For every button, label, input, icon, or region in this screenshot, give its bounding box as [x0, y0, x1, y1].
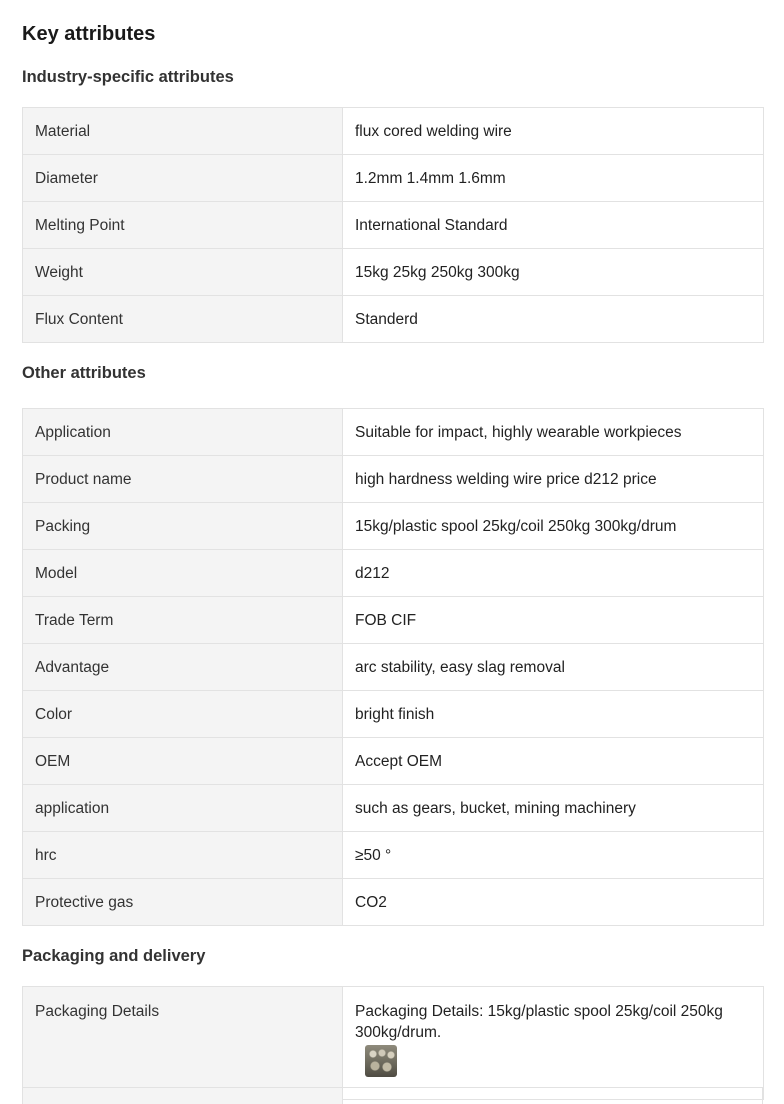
- industry-attributes-heading: Industry-specific attributes: [22, 68, 234, 86]
- industry-attributes-table: [22, 107, 764, 343]
- attribute-label-cell: [22, 1088, 342, 1104]
- attribute-value: Suitable for impact, highly wearable workpieces: [343, 409, 764, 456]
- attribute-value-cell: [342, 1088, 763, 1104]
- table-row: [23, 409, 764, 456]
- attribute-value: Packaging Details: 15kg/plastic spool 25kg/coil 250kg 300kg/drum.: [355, 1003, 723, 1041]
- attribute-label: Melting Point: [23, 202, 343, 249]
- other-attributes-table: [22, 408, 764, 926]
- attribute-value: 15kg 25kg 250kg 300kg: [343, 249, 764, 296]
- attribute-value: ≥50 °: [343, 832, 764, 879]
- attribute-label: Material: [23, 108, 343, 155]
- attribute-value: Standerd: [343, 296, 764, 343]
- attribute-value: FOB CIF: [343, 597, 764, 644]
- table-row: [23, 691, 764, 738]
- attribute-label: Color: [23, 691, 343, 738]
- table-row: [23, 738, 764, 785]
- packaging-delivery-heading: Packaging and delivery: [22, 947, 206, 965]
- table-row: [23, 503, 764, 550]
- attribute-label: Advantage: [23, 644, 343, 691]
- attribute-label: Flux Content: [23, 296, 343, 343]
- attribute-label: Packaging Details: [23, 987, 343, 1100]
- attribute-value: bright finish: [343, 691, 764, 738]
- attribute-label: Product name: [23, 456, 343, 503]
- attribute-value: 15kg/plastic spool 25kg/coil 250kg 300kg/drum: [343, 503, 764, 550]
- attribute-value: 1.2mm 1.4mm 1.6mm: [343, 155, 764, 202]
- attribute-label: Protective gas: [23, 879, 343, 926]
- table-row: [23, 296, 764, 343]
- attribute-value: Accept OEM: [343, 738, 764, 785]
- table-row: [23, 832, 764, 879]
- attribute-value: arc stability, easy slag removal: [343, 644, 764, 691]
- table-row: [23, 785, 764, 832]
- table-row: [23, 456, 764, 503]
- next-table-row-partial: [22, 1087, 763, 1104]
- attribute-label: Model: [23, 550, 343, 597]
- attribute-value: International Standard: [343, 202, 764, 249]
- other-attributes-heading: Other attributes: [22, 364, 146, 382]
- attribute-label: application: [23, 785, 343, 832]
- packaging-photo-thumbnail-icon[interactable]: [365, 1045, 397, 1077]
- table-row: [23, 879, 764, 926]
- table-row: [23, 108, 764, 155]
- attribute-value: flux cored welding wire: [343, 108, 764, 155]
- table-row: [23, 987, 764, 1100]
- attribute-label: Trade Term: [23, 597, 343, 644]
- attribute-value: such as gears, bucket, mining machinery: [343, 785, 764, 832]
- table-row: [23, 155, 764, 202]
- attribute-value: CO2: [343, 879, 764, 926]
- attribute-label: Packing: [23, 503, 343, 550]
- table-row: [23, 597, 764, 644]
- attribute-label: Diameter: [23, 155, 343, 202]
- attribute-value: d212: [343, 550, 764, 597]
- table-row: [23, 202, 764, 249]
- packaging-delivery-table: [22, 986, 764, 1100]
- attribute-value: high hardness welding wire price d212 price: [343, 456, 764, 503]
- table-row: [23, 249, 764, 296]
- attribute-value-cell: [343, 987, 764, 1100]
- attribute-label: hrc: [23, 832, 343, 879]
- attribute-label: OEM: [23, 738, 343, 785]
- attribute-label: Weight: [23, 249, 343, 296]
- page-title: Key attributes: [22, 23, 156, 45]
- table-row: [23, 550, 764, 597]
- attribute-label: Application: [23, 409, 343, 456]
- table-row: [23, 644, 764, 691]
